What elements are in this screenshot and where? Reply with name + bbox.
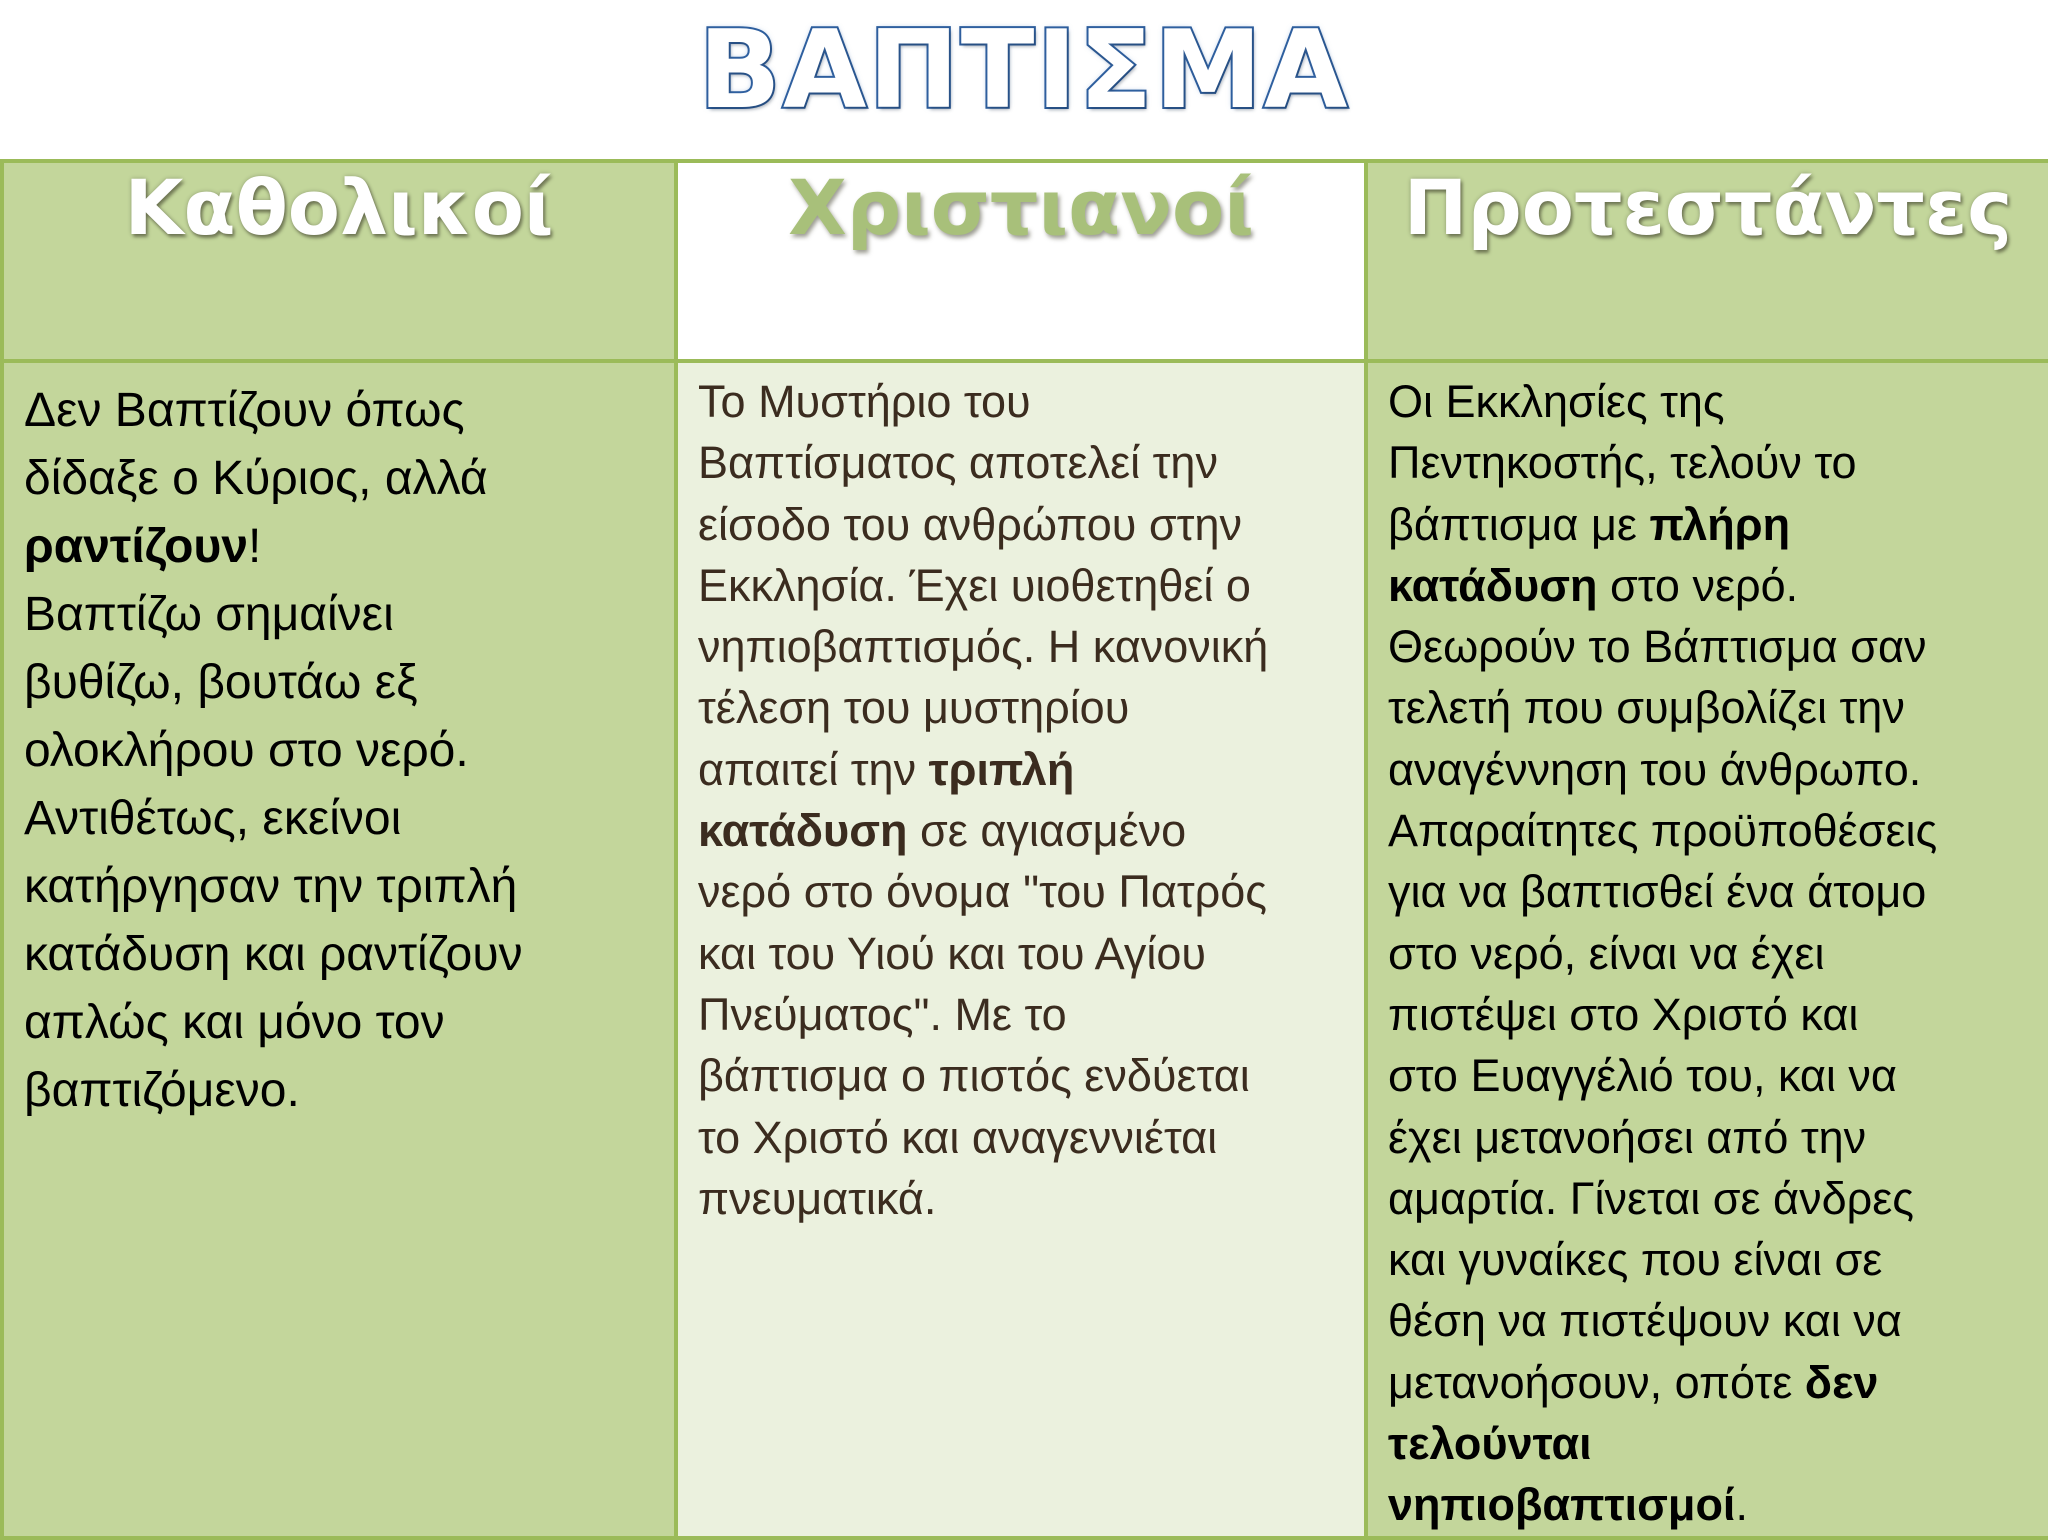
text-line <box>698 616 1346 677</box>
text-line <box>1388 1474 2030 1535</box>
text-line <box>1388 923 2030 984</box>
text-run: απλώς και μόνο τον <box>24 996 445 1049</box>
text-line <box>1388 432 2030 493</box>
text-run: μετανοήσουν, οπότε <box>1388 1356 1805 1408</box>
text-line <box>1388 616 2030 677</box>
christians-text <box>678 363 1364 1229</box>
text-line <box>1388 861 2030 922</box>
bold-text: κατάδυση <box>1388 559 1598 611</box>
text-run: τελετή που συμβολίζει την <box>1388 682 1905 734</box>
text-line <box>24 445 656 513</box>
text-run: και του Υιού και του Αγίου <box>698 927 1207 979</box>
text-run: δίδαξε ο Κύριος, αλλά <box>24 452 488 505</box>
text-run: Πεντηκοστής, τελούν το <box>1388 437 1857 489</box>
header-row <box>2 161 2048 361</box>
text-run: απαιτεί την <box>698 743 929 795</box>
text-run: πνευματικά. <box>698 1172 937 1224</box>
text-line <box>24 785 656 853</box>
bold-text: πλήρη <box>1649 498 1791 550</box>
bold-text: κατάδυση <box>698 805 908 857</box>
text-line <box>1388 677 2030 738</box>
text-line <box>24 989 656 1057</box>
text-run: είσοδο του ανθρώπου στην <box>698 498 1242 550</box>
text-line <box>1388 984 2030 1045</box>
bold-text: ραντίζουν <box>24 520 249 573</box>
header-christians: Χριστιανοί <box>676 161 1366 361</box>
protestants-text <box>1368 363 2048 1536</box>
text-run: έχει μετανοήσει από την <box>1388 1111 1867 1163</box>
text-line <box>1388 800 2030 861</box>
body-row <box>2 361 2048 1538</box>
bold-text: τριπλή <box>928 743 1075 795</box>
bold-text: τελούνται <box>1388 1418 1592 1470</box>
text-line <box>24 1057 656 1125</box>
text-line <box>24 921 656 989</box>
text-run: Δεν Βαπτίζουν όπως <box>24 384 465 437</box>
text-run: Απαραίτητες προϋποθέσεις <box>1388 805 1938 857</box>
text-line <box>24 377 656 445</box>
text-line <box>698 555 1346 616</box>
text-line <box>1388 1352 2030 1413</box>
text-line <box>1388 1413 2030 1474</box>
text-run: τέλεση του μυστηρίου <box>698 682 1130 734</box>
text-run: το Χριστό και αναγεννιέται <box>698 1111 1218 1163</box>
text-line <box>24 717 656 785</box>
text-line <box>1388 1290 2030 1351</box>
text-run: ! <box>248 520 262 573</box>
text-run: κατήργησαν την τριπλή <box>24 860 518 913</box>
text-run: για να βαπτισθεί ένα άτομο <box>1388 866 1927 918</box>
text-line <box>698 1168 1346 1229</box>
text-run: πιστέψει στο Χριστό και <box>1388 988 1859 1040</box>
text-line <box>24 853 656 921</box>
catholics-text <box>4 363 674 1125</box>
text-run: Βαπτίσματος αποτελεί την <box>698 437 1218 489</box>
text-line <box>698 1045 1346 1106</box>
slide-title: ΒΑΠΤΙΣΜΑ <box>698 8 1350 133</box>
text-line <box>698 861 1346 922</box>
cell-christians <box>676 361 1366 1538</box>
text-run: θέση να πιστέψουν και να <box>1388 1295 1902 1347</box>
text-run: αναγέννηση του άνθρωπο. <box>1388 743 1922 795</box>
text-line <box>1388 739 2030 800</box>
text-line <box>1388 1107 2030 1168</box>
text-line <box>24 513 656 581</box>
text-line <box>698 739 1346 800</box>
text-line <box>1388 1045 2030 1106</box>
text-run: βαπτιζόμενο. <box>24 1064 300 1117</box>
text-run: αμαρτία. Γίνεται σε άνδρες <box>1388 1172 1914 1224</box>
text-run: και γυναίκες που είναι σε <box>1388 1234 1883 1286</box>
text-line <box>1388 371 2030 432</box>
text-run: Βαπτίζω σημαίνει <box>24 588 394 641</box>
text-line <box>698 432 1346 493</box>
text-line <box>698 494 1346 555</box>
text-line <box>24 581 656 649</box>
text-line <box>24 649 656 717</box>
text-run: Αντιθέτως, εκείνοι <box>24 792 402 845</box>
text-run: στο Ευαγγέλιό του, και να <box>1388 1050 1897 1102</box>
text-run: στο νερό, είναι να έχει <box>1388 927 1825 979</box>
text-run: βάπτισμα με <box>1388 498 1650 550</box>
text-run: . <box>1735 1479 1748 1531</box>
text-run: ολοκλήρου στο νερό. <box>24 724 469 777</box>
text-run: βάπτισμα ο πιστός ενδύεται <box>698 1050 1250 1102</box>
text-run: Πνεύματος". Με το <box>698 988 1067 1040</box>
text-line <box>1388 1229 2030 1290</box>
text-line <box>698 984 1346 1045</box>
cell-catholics <box>2 361 676 1538</box>
text-run: νερό στο όνομα "του Πατρός <box>698 866 1267 918</box>
text-run: βυθίζω, βουτάω εξ <box>24 656 418 709</box>
text-line <box>698 1107 1346 1168</box>
text-run: Εκκλησία. Έχει υιοθετηθεί ο <box>698 559 1251 611</box>
text-line <box>698 800 1346 861</box>
bold-text: δεν <box>1804 1356 1879 1408</box>
text-line <box>698 923 1346 984</box>
text-run: κατάδυση και ραντίζουν <box>24 928 523 981</box>
text-run: νηπιοβαπτισμός. Η κανονική <box>698 621 1269 673</box>
text-run: στο νερό. <box>1597 559 1799 611</box>
text-run: Το Μυστήριο του <box>698 376 1031 427</box>
bold-text: νηπιοβαπτισμοί <box>1388 1479 1736 1531</box>
header-catholics: Καθολικοί <box>2 161 676 361</box>
text-line <box>1388 1168 2030 1229</box>
text-run: σε αγιασμένο <box>907 805 1187 857</box>
text-line <box>1388 555 2030 616</box>
text-run: Θεωρούν το Βάπτισμα σαν <box>1388 621 1927 673</box>
text-run: Οι Εκκλησίες της <box>1388 376 1725 427</box>
cell-protestants <box>1366 361 2048 1538</box>
text-line <box>698 371 1346 432</box>
text-line <box>1388 494 2030 555</box>
text-line <box>698 677 1346 738</box>
header-protestants: Προτεστάντες <box>1366 161 2048 361</box>
comparison-table <box>0 159 2048 1540</box>
